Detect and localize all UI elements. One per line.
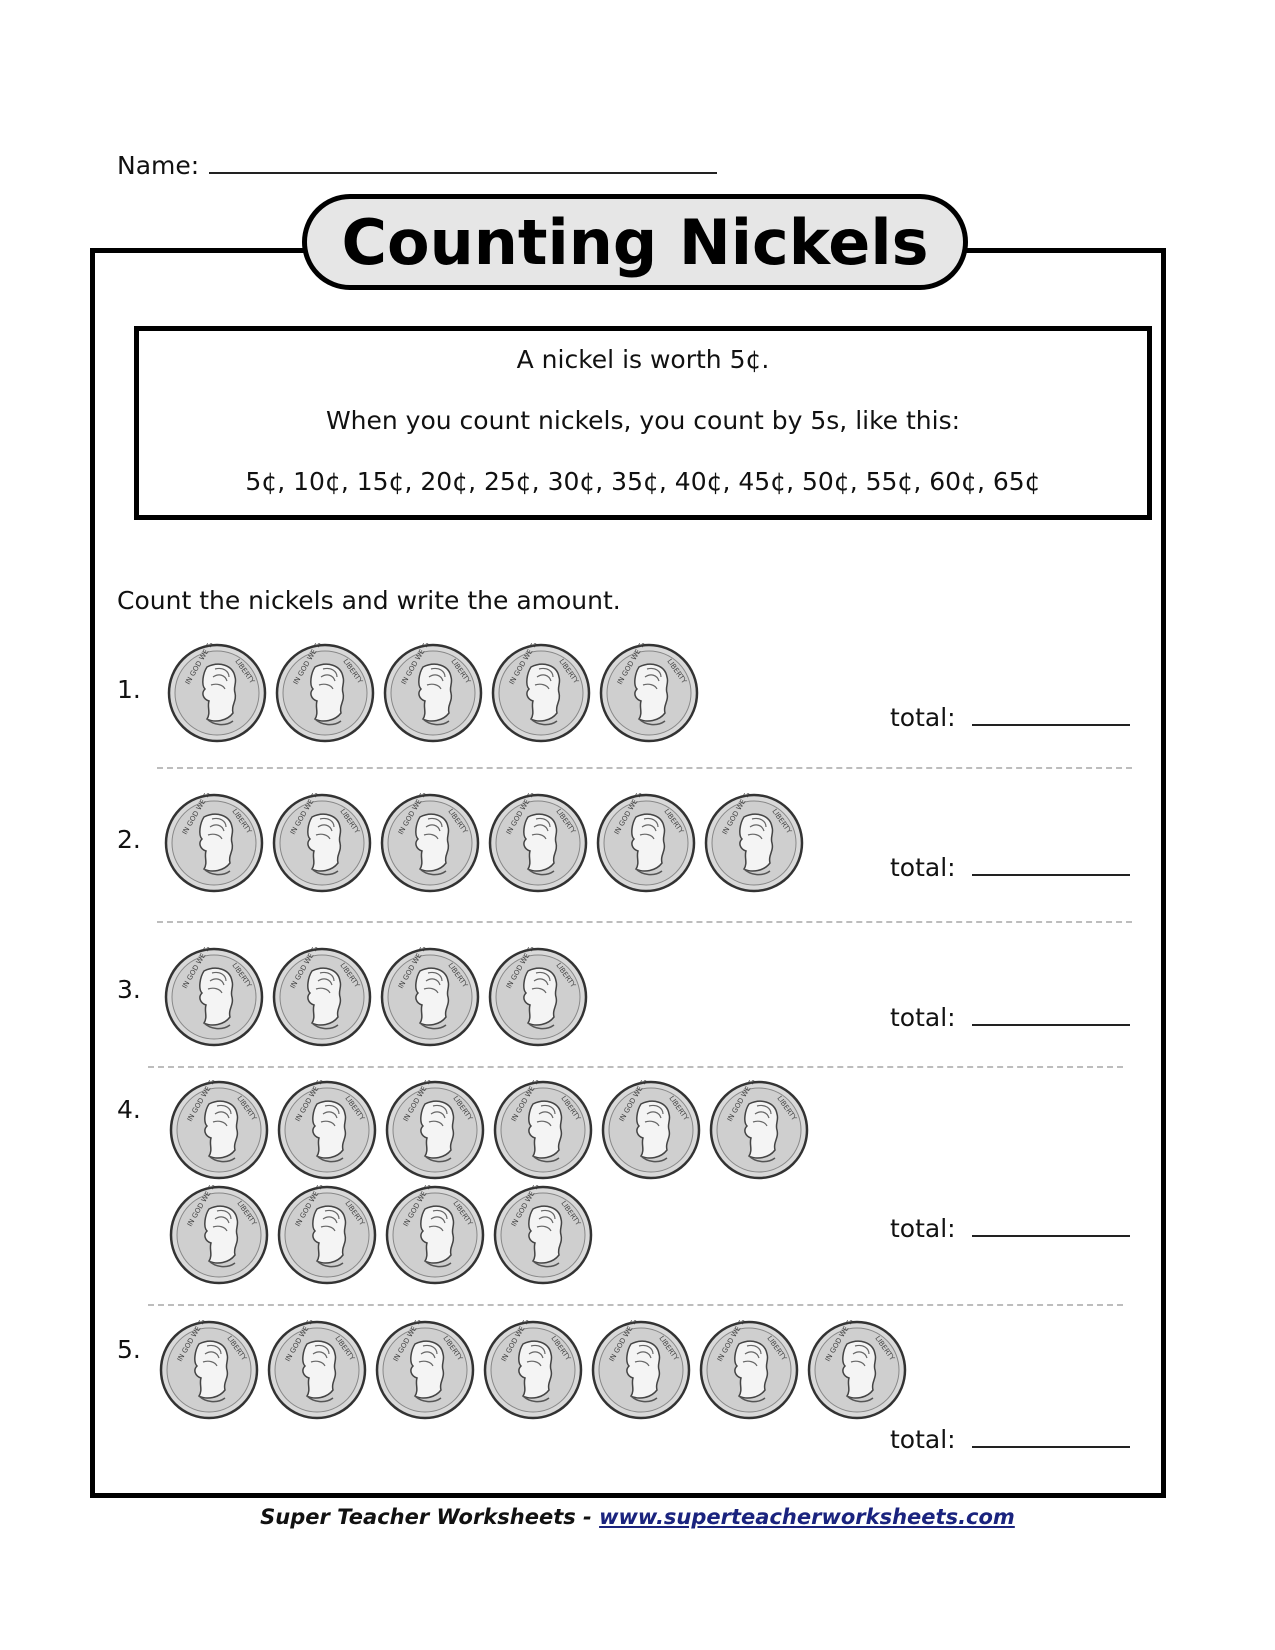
total-blank[interactable]	[972, 1002, 1130, 1026]
total-field[interactable]	[890, 1213, 1130, 1243]
nickel-coin-icon	[491, 643, 591, 743]
name-field[interactable]	[117, 148, 717, 180]
nickel-coin-icon	[380, 947, 480, 1047]
nickel-coin-icon	[488, 793, 588, 893]
total-field[interactable]	[890, 1002, 1130, 1032]
coin-row	[167, 643, 707, 743]
nickel-coin-icon	[380, 793, 480, 893]
coin-row	[169, 1080, 817, 1180]
instructions: Count the nickels and write the amount.	[117, 586, 621, 615]
info-box	[134, 326, 1152, 520]
divider	[157, 921, 1132, 923]
nickel-coin-icon	[385, 1185, 485, 1285]
problem-number: 5.	[117, 1335, 141, 1364]
nickel-coin-icon	[164, 947, 264, 1047]
nickel-coin-icon	[699, 1320, 799, 1420]
nickel-coin-icon	[704, 793, 804, 893]
nickel-coin-icon	[277, 1185, 377, 1285]
footer-link[interactable]: www.superteacherworksheets.com	[599, 1505, 1015, 1529]
footer	[0, 1505, 1275, 1529]
nickel-coin-icon	[275, 643, 375, 743]
nickel-coin-icon	[277, 1080, 377, 1180]
nickel-coin-icon	[164, 793, 264, 893]
total-label: total:	[890, 1425, 956, 1454]
nickel-coin-icon	[272, 793, 372, 893]
total-field[interactable]	[890, 702, 1130, 732]
nickel-coin-icon	[272, 947, 372, 1047]
total-label: total:	[890, 1214, 956, 1243]
nickel-coin-icon	[169, 1080, 269, 1180]
name-label: Name:	[117, 151, 200, 180]
problem-number: 3.	[117, 975, 141, 1004]
name-blank[interactable]	[209, 148, 717, 174]
info-line-3: 5¢, 10¢, 15¢, 20¢, 25¢, 30¢, 35¢, 40¢, 45¢, 50¢, 55¢, 60¢, 65¢	[245, 467, 1041, 496]
coin-row	[159, 1320, 915, 1420]
total-label: total:	[890, 1003, 956, 1032]
total-blank[interactable]	[972, 1424, 1130, 1448]
info-line-1: A nickel is worth 5¢.	[516, 345, 770, 374]
nickel-coin-icon	[493, 1080, 593, 1180]
nickel-coin-icon	[159, 1320, 259, 1420]
total-field[interactable]	[890, 852, 1130, 882]
nickel-coin-icon	[601, 1080, 701, 1180]
footer-brand: Super Teacher Worksheets -	[260, 1505, 600, 1529]
coin-row	[169, 1185, 601, 1285]
coin-row	[164, 947, 596, 1047]
total-blank[interactable]	[972, 852, 1130, 876]
total-field[interactable]	[890, 1424, 1130, 1454]
nickel-coin-icon	[488, 947, 588, 1047]
nickel-coin-icon	[591, 1320, 691, 1420]
nickel-coin-icon	[596, 793, 696, 893]
nickel-coin-icon	[375, 1320, 475, 1420]
nickel-coin-icon	[709, 1080, 809, 1180]
problem-number: 2.	[117, 825, 141, 854]
divider	[148, 1066, 1123, 1068]
total-label: total:	[890, 853, 956, 882]
problem-number: 4.	[117, 1095, 141, 1124]
nickel-coin-icon	[167, 643, 267, 743]
total-blank[interactable]	[972, 702, 1130, 726]
nickel-coin-icon	[169, 1185, 269, 1285]
problem-number: 1.	[117, 675, 141, 704]
nickel-coin-icon	[493, 1185, 593, 1285]
nickel-coin-icon	[385, 1080, 485, 1180]
nickel-coin-icon	[599, 643, 699, 743]
divider	[148, 1304, 1123, 1306]
nickel-coin-icon	[807, 1320, 907, 1420]
total-blank[interactable]	[972, 1213, 1130, 1237]
nickel-coin-icon	[483, 1320, 583, 1420]
info-line-2: When you count nickels, you count by 5s, like this:	[325, 406, 961, 435]
nickel-coin-icon	[267, 1320, 367, 1420]
coin-row	[164, 793, 812, 893]
nickel-coin-icon	[383, 643, 483, 743]
worksheet-title: Counting Nickels	[302, 194, 968, 290]
total-label: total:	[890, 703, 956, 732]
divider	[157, 767, 1132, 769]
